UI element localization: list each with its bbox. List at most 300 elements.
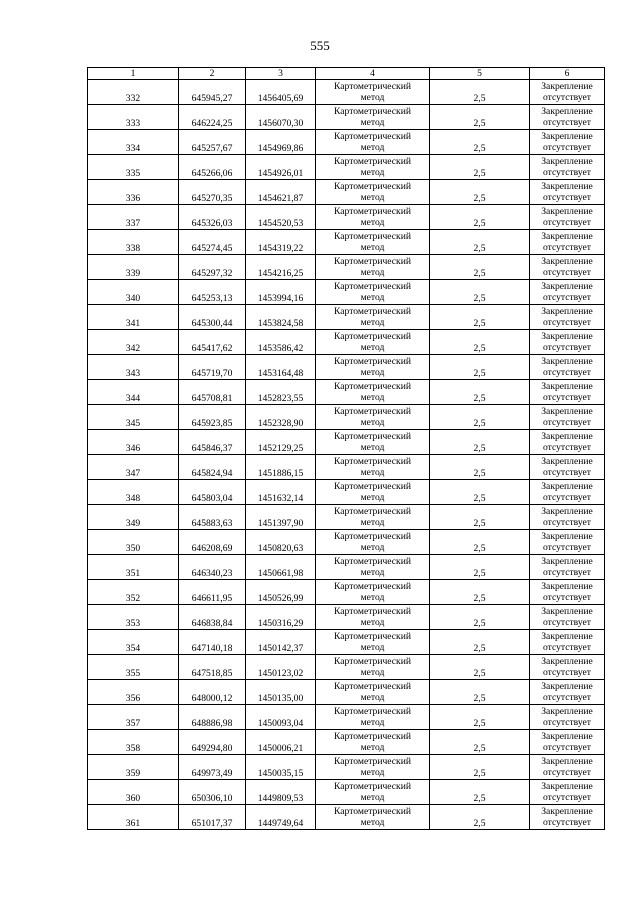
y-coordinate-cell: 1451886,15 [246, 455, 316, 480]
y-coordinate-cell: 1452129,25 [246, 430, 316, 455]
fixation-line-1: Закрепление [541, 331, 593, 342]
fixation-cell [530, 130, 605, 155]
method-line-2: метод [360, 817, 385, 828]
accuracy-cell: 2,5 [430, 405, 530, 430]
x-coordinate-cell: 645708,81 [179, 380, 246, 405]
point-number-cell: 339 [88, 255, 179, 280]
coordinates-table [87, 67, 605, 830]
method-cell [316, 530, 430, 555]
page-number: 555 [310, 38, 330, 53]
fixation-line-1: Закрепление [541, 681, 593, 692]
method-cell [316, 680, 430, 705]
method-cell [316, 355, 430, 380]
point-number-cell: 356 [88, 680, 179, 705]
method-cell [316, 755, 430, 780]
table-row [88, 180, 605, 205]
method-line-1: Картометрический [334, 806, 411, 817]
accuracy-cell: 2,5 [430, 755, 530, 780]
y-coordinate-cell: 1454926,01 [246, 155, 316, 180]
method-line-1: Картометрический [334, 581, 411, 592]
fixation-cell [530, 305, 605, 330]
method-line-2: метод [360, 342, 385, 353]
fixation-line-2: отсутствует [543, 317, 591, 328]
method-line-2: метод [360, 192, 385, 203]
method-line-1: Картометрический [334, 181, 411, 192]
method-line-2: метод [360, 292, 385, 303]
point-number-cell: 342 [88, 330, 179, 355]
fixation-line-1: Закрепление [541, 131, 593, 142]
method-line-2: метод [360, 642, 385, 653]
fixation-cell [530, 580, 605, 605]
x-coordinate-cell: 645300,44 [179, 305, 246, 330]
fixation-cell [530, 705, 605, 730]
y-coordinate-cell: 1450135,00 [246, 680, 316, 705]
point-number-cell: 361 [88, 805, 179, 830]
fixation-line-1: Закрепление [541, 156, 593, 167]
fixation-cell [530, 555, 605, 580]
column-header: 6 [530, 68, 605, 80]
fixation-cell [530, 355, 605, 380]
fixation-line-2: отсутствует [543, 642, 591, 653]
x-coordinate-cell: 645266,06 [179, 155, 246, 180]
x-coordinate-cell: 645945,27 [179, 80, 246, 105]
method-cell [316, 230, 430, 255]
method-line-1: Картометрический [334, 106, 411, 117]
y-coordinate-cell: 1456070,30 [246, 105, 316, 130]
method-line-2: метод [360, 242, 385, 253]
fixation-line-2: отсутствует [543, 392, 591, 403]
accuracy-cell: 2,5 [430, 105, 530, 130]
x-coordinate-cell: 645270,35 [179, 180, 246, 205]
method-line-2: метод [360, 267, 385, 278]
table-row [88, 705, 605, 730]
fixation-line-1: Закрепление [541, 256, 593, 267]
table-row [88, 405, 605, 430]
accuracy-cell: 2,5 [430, 580, 530, 605]
fixation-line-2: отсутствует [543, 117, 591, 128]
table-row [88, 430, 605, 455]
table-row [88, 330, 605, 355]
method-line-2: метод [360, 417, 385, 428]
method-line-2: метод [360, 492, 385, 503]
accuracy-cell: 2,5 [430, 805, 530, 830]
y-coordinate-cell: 1453994,16 [246, 280, 316, 305]
accuracy-cell: 2,5 [430, 705, 530, 730]
point-number-cell: 340 [88, 280, 179, 305]
fixation-line-2: отсутствует [543, 167, 591, 178]
table-row [88, 130, 605, 155]
method-line-1: Картометрический [334, 481, 411, 492]
method-line-1: Картометрический [334, 256, 411, 267]
point-number-cell: 358 [88, 730, 179, 755]
fixation-cell [530, 680, 605, 705]
method-line-2: метод [360, 317, 385, 328]
point-number-cell: 343 [88, 355, 179, 380]
point-number-cell: 348 [88, 480, 179, 505]
method-cell [316, 330, 430, 355]
fixation-line-2: отсутствует [543, 767, 591, 778]
fixation-line-2: отсутствует [543, 692, 591, 703]
y-coordinate-cell: 1452328,90 [246, 405, 316, 430]
accuracy-cell: 2,5 [430, 155, 530, 180]
y-coordinate-cell: 1450526,99 [246, 580, 316, 605]
x-coordinate-cell: 645803,04 [179, 480, 246, 505]
table-row [88, 80, 605, 105]
x-coordinate-cell: 645824,94 [179, 455, 246, 480]
accuracy-cell: 2,5 [430, 430, 530, 455]
x-coordinate-cell: 645253,13 [179, 280, 246, 305]
method-cell [316, 655, 430, 680]
method-line-1: Картометрический [334, 681, 411, 692]
x-coordinate-cell: 650306,10 [179, 780, 246, 805]
accuracy-cell: 2,5 [430, 380, 530, 405]
method-cell [316, 480, 430, 505]
fixation-cell [530, 430, 605, 455]
fixation-line-1: Закрепление [541, 581, 593, 592]
table-row [88, 380, 605, 405]
fixation-line-1: Закрепление [541, 731, 593, 742]
method-cell [316, 630, 430, 655]
y-coordinate-cell: 1453824,58 [246, 305, 316, 330]
x-coordinate-cell: 645719,70 [179, 355, 246, 380]
point-number-cell: 355 [88, 655, 179, 680]
table-row [88, 680, 605, 705]
accuracy-cell: 2,5 [430, 280, 530, 305]
fixation-line-2: отсутствует [543, 667, 591, 678]
x-coordinate-cell: 648000,12 [179, 680, 246, 705]
table-row [88, 630, 605, 655]
method-line-2: метод [360, 467, 385, 478]
fixation-cell [530, 405, 605, 430]
point-number-cell: 333 [88, 105, 179, 130]
table-row [88, 555, 605, 580]
fixation-line-1: Закрепление [541, 506, 593, 517]
table-row [88, 530, 605, 555]
accuracy-cell: 2,5 [430, 330, 530, 355]
fixation-line-2: отсутствует [543, 92, 591, 103]
fixation-line-2: отсутствует [543, 492, 591, 503]
accuracy-cell: 2,5 [430, 530, 530, 555]
fixation-line-1: Закрепление [541, 431, 593, 442]
accuracy-cell: 2,5 [430, 630, 530, 655]
x-coordinate-cell: 645846,37 [179, 430, 246, 455]
accuracy-cell: 2,5 [430, 680, 530, 705]
fixation-line-1: Закрепление [541, 706, 593, 717]
method-line-1: Картометрический [334, 606, 411, 617]
column-header: 1 [88, 68, 179, 80]
fixation-cell [530, 455, 605, 480]
fixation-cell [530, 80, 605, 105]
point-number-cell: 337 [88, 205, 179, 230]
point-number-cell: 338 [88, 230, 179, 255]
fixation-line-2: отсутствует [543, 817, 591, 828]
table-row [88, 355, 605, 380]
fixation-line-1: Закрепление [541, 631, 593, 642]
y-coordinate-cell: 1454969,86 [246, 130, 316, 155]
x-coordinate-cell: 649973,49 [179, 755, 246, 780]
y-coordinate-cell: 1450035,15 [246, 755, 316, 780]
method-cell [316, 430, 430, 455]
fixation-line-2: отсутствует [543, 192, 591, 203]
point-number-cell: 334 [88, 130, 179, 155]
point-number-cell: 354 [88, 630, 179, 655]
table-row [88, 305, 605, 330]
fixation-line-1: Закрепление [541, 406, 593, 417]
fixation-line-1: Закрепление [541, 381, 593, 392]
fixation-line-2: отсутствует [543, 567, 591, 578]
method-cell [316, 155, 430, 180]
method-cell [316, 80, 430, 105]
fixation-line-2: отсутствует [543, 592, 591, 603]
table-row [88, 255, 605, 280]
y-coordinate-cell: 1450661,98 [246, 555, 316, 580]
fixation-line-1: Закрепление [541, 81, 593, 92]
y-coordinate-cell: 1453164,48 [246, 355, 316, 380]
table-row [88, 755, 605, 780]
accuracy-cell: 2,5 [430, 255, 530, 280]
fixation-line-2: отсутствует [543, 517, 591, 528]
fixation-cell [530, 605, 605, 630]
method-line-1: Картометрический [334, 531, 411, 542]
y-coordinate-cell: 1449749,64 [246, 805, 316, 830]
method-cell [316, 105, 430, 130]
method-line-2: метод [360, 617, 385, 628]
fixation-cell [530, 230, 605, 255]
method-cell [316, 780, 430, 805]
y-coordinate-cell: 1450123,02 [246, 655, 316, 680]
method-cell [316, 805, 430, 830]
method-line-2: метод [360, 167, 385, 178]
method-cell [316, 280, 430, 305]
x-coordinate-cell: 646224,25 [179, 105, 246, 130]
y-coordinate-cell: 1450006,21 [246, 730, 316, 755]
method-line-1: Картометрический [334, 506, 411, 517]
fixation-cell [530, 780, 605, 805]
method-line-2: метод [360, 542, 385, 553]
column-header: 4 [316, 68, 430, 80]
column-header: 3 [246, 68, 316, 80]
fixation-cell [530, 330, 605, 355]
method-line-2: метод [360, 742, 385, 753]
method-line-1: Картометрический [334, 431, 411, 442]
table-row [88, 155, 605, 180]
accuracy-cell: 2,5 [430, 780, 530, 805]
table-row [88, 480, 605, 505]
method-line-1: Картометрический [334, 231, 411, 242]
accuracy-cell: 2,5 [430, 605, 530, 630]
point-number-cell: 359 [88, 755, 179, 780]
fixation-line-2: отсутствует [543, 267, 591, 278]
fixation-line-1: Закрепление [541, 531, 593, 542]
method-line-2: метод [360, 92, 385, 103]
y-coordinate-cell: 1453586,42 [246, 330, 316, 355]
method-cell [316, 705, 430, 730]
fixation-line-1: Закрепление [541, 181, 593, 192]
y-coordinate-cell: 1454621,87 [246, 180, 316, 205]
fixation-cell [530, 480, 605, 505]
fixation-line-1: Закрепление [541, 606, 593, 617]
accuracy-cell: 2,5 [430, 205, 530, 230]
method-cell [316, 555, 430, 580]
method-line-1: Картометрический [334, 756, 411, 767]
accuracy-cell: 2,5 [430, 455, 530, 480]
fixation-line-2: отсутствует [543, 542, 591, 553]
point-number-cell: 357 [88, 705, 179, 730]
y-coordinate-cell: 1449809,53 [246, 780, 316, 805]
method-cell [316, 730, 430, 755]
method-cell [316, 180, 430, 205]
point-number-cell: 335 [88, 155, 179, 180]
method-line-1: Картометрический [334, 406, 411, 417]
point-number-cell: 360 [88, 780, 179, 805]
fixation-cell [530, 755, 605, 780]
x-coordinate-cell: 648886,98 [179, 705, 246, 730]
fixation-line-2: отсутствует [543, 342, 591, 353]
method-line-2: метод [360, 517, 385, 528]
fixation-line-2: отсутствует [543, 717, 591, 728]
method-line-1: Картометрический [334, 456, 411, 467]
method-line-2: метод [360, 142, 385, 153]
fixation-line-1: Закрепление [541, 231, 593, 242]
accuracy-cell: 2,5 [430, 505, 530, 530]
point-number-cell: 350 [88, 530, 179, 555]
point-number-cell: 341 [88, 305, 179, 330]
x-coordinate-cell: 651017,37 [179, 805, 246, 830]
method-line-1: Картометрический [334, 731, 411, 742]
y-coordinate-cell: 1454216,25 [246, 255, 316, 280]
x-coordinate-cell: 647518,85 [179, 655, 246, 680]
method-line-1: Картометрический [334, 81, 411, 92]
point-number-cell: 347 [88, 455, 179, 480]
table-row [88, 780, 605, 805]
method-cell [316, 205, 430, 230]
method-line-2: метод [360, 692, 385, 703]
method-line-1: Картометрический [334, 381, 411, 392]
x-coordinate-cell: 645883,63 [179, 505, 246, 530]
y-coordinate-cell: 1451632,14 [246, 480, 316, 505]
method-line-2: метод [360, 217, 385, 228]
fixation-cell [530, 155, 605, 180]
fixation-line-1: Закрепление [541, 556, 593, 567]
fixation-line-2: отсутствует [543, 792, 591, 803]
method-line-1: Картометрический [334, 206, 411, 217]
x-coordinate-cell: 645417,62 [179, 330, 246, 355]
fixation-line-1: Закрепление [541, 456, 593, 467]
method-line-1: Картометрический [334, 356, 411, 367]
x-coordinate-cell: 646208,69 [179, 530, 246, 555]
fixation-line-1: Закрепление [541, 281, 593, 292]
fixation-line-2: отсутствует [543, 242, 591, 253]
fixation-cell [530, 730, 605, 755]
method-line-1: Картометрический [334, 306, 411, 317]
accuracy-cell: 2,5 [430, 80, 530, 105]
x-coordinate-cell: 645923,85 [179, 405, 246, 430]
fixation-line-2: отсутствует [543, 217, 591, 228]
fixation-line-2: отсутствует [543, 142, 591, 153]
fixation-line-1: Закрепление [541, 106, 593, 117]
fixation-cell [530, 630, 605, 655]
y-coordinate-cell: 1450093,04 [246, 705, 316, 730]
point-number-cell: 353 [88, 605, 179, 630]
table-header-row [88, 68, 605, 80]
method-line-2: метод [360, 667, 385, 678]
point-number-cell: 332 [88, 80, 179, 105]
x-coordinate-cell: 646838,84 [179, 605, 246, 630]
method-line-2: метод [360, 117, 385, 128]
x-coordinate-cell: 647140,18 [179, 630, 246, 655]
fixation-cell [530, 380, 605, 405]
fixation-line-2: отсутствует [543, 467, 591, 478]
x-coordinate-cell: 645257,67 [179, 130, 246, 155]
fixation-cell [530, 105, 605, 130]
accuracy-cell: 2,5 [430, 655, 530, 680]
method-line-1: Картометрический [334, 131, 411, 142]
fixation-cell [530, 280, 605, 305]
table-row [88, 505, 605, 530]
y-coordinate-cell: 1456405,69 [246, 80, 316, 105]
method-cell [316, 405, 430, 430]
y-coordinate-cell: 1450316,29 [246, 605, 316, 630]
fixation-cell [530, 530, 605, 555]
table-row [88, 230, 605, 255]
table-row [88, 730, 605, 755]
fixation-line-1: Закрепление [541, 481, 593, 492]
x-coordinate-cell: 645326,03 [179, 205, 246, 230]
x-coordinate-cell: 646340,23 [179, 555, 246, 580]
y-coordinate-cell: 1451397,90 [246, 505, 316, 530]
fixation-line-1: Закрепление [541, 781, 593, 792]
method-cell [316, 255, 430, 280]
fixation-line-1: Закрепление [541, 656, 593, 667]
fixation-line-2: отсутствует [543, 367, 591, 378]
point-number-cell: 352 [88, 580, 179, 605]
fixation-cell [530, 505, 605, 530]
fixation-cell [530, 805, 605, 830]
method-line-1: Картометрический [334, 556, 411, 567]
accuracy-cell: 2,5 [430, 180, 530, 205]
method-cell [316, 605, 430, 630]
fixation-line-1: Закрепление [541, 806, 593, 817]
fixation-cell [530, 180, 605, 205]
y-coordinate-cell: 1450142,37 [246, 630, 316, 655]
method-cell [316, 130, 430, 155]
accuracy-cell: 2,5 [430, 230, 530, 255]
fixation-line-2: отсутствует [543, 617, 591, 628]
method-line-1: Картометрический [334, 156, 411, 167]
method-cell [316, 505, 430, 530]
accuracy-cell: 2,5 [430, 355, 530, 380]
column-header: 5 [430, 68, 530, 80]
method-line-1: Картометрический [334, 706, 411, 717]
accuracy-cell: 2,5 [430, 305, 530, 330]
table-row [88, 805, 605, 830]
method-line-1: Картометрический [334, 656, 411, 667]
table-row [88, 655, 605, 680]
fixation-cell [530, 205, 605, 230]
x-coordinate-cell: 645274,45 [179, 230, 246, 255]
fixation-cell [530, 655, 605, 680]
table-row [88, 105, 605, 130]
fixation-line-2: отсутствует [543, 292, 591, 303]
method-line-2: метод [360, 442, 385, 453]
accuracy-cell: 2,5 [430, 480, 530, 505]
method-line-1: Картометрический [334, 331, 411, 342]
fixation-line-1: Закрепление [541, 206, 593, 217]
method-line-2: метод [360, 792, 385, 803]
table-row [88, 280, 605, 305]
fixation-line-1: Закрепление [541, 306, 593, 317]
point-number-cell: 346 [88, 430, 179, 455]
